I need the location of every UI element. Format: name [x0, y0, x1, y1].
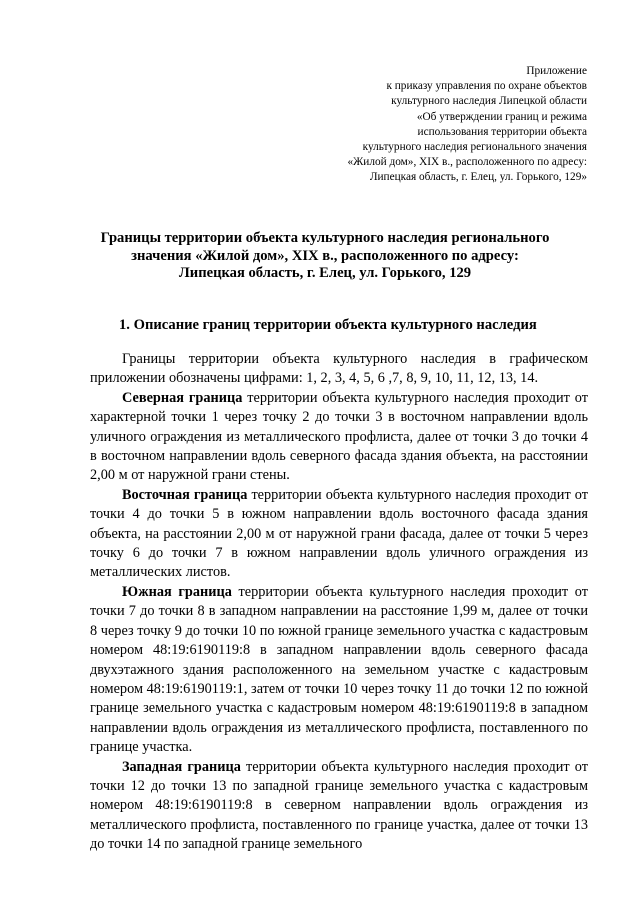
appendix-line: «Жилой дом», XIX в., расположенного по адресу: [347, 156, 587, 169]
appendix-block [267, 64, 587, 186]
appendix-line: к приказу управления по охране объектов [386, 80, 587, 93]
title-line: Липецкая область, г. Елец, ул. Горького, 129 [178, 265, 472, 281]
appendix-line: «Об утверждении границ и режима [416, 110, 587, 123]
section-heading: 1. Описание границ территории объекта культурного наследия [119, 317, 537, 333]
appendix-line: использования территории объекта [417, 125, 587, 138]
paragraph-text: территории объекта культурного наследия проходит от точки 4 до точки 5 в южном направлении вдоль восточного фасада здания объекта, на расстоянии 2,00 м от наружной грани фасада, далее от точки 5 через точку 6 до точки 7 в южном направлении вдоль уличного ограждения из металлических листов. [90, 486, 588, 581]
paragraph-intro [90, 350, 588, 389]
paragraph-text: территории объекта культурного наследия проходит от характерной точки 1 через точку 2 до точки 3 в восточном направлении вдоль уличного ограждения из металлического профлиста, далее от точки 3 до точки 4 в восточном направлении вдоль северного фасада здания объекта, на расстоянии 2,00 м от наружной грани стены. [90, 389, 589, 484]
title-line: Границы территории объекта культурного наследия регионального [100, 230, 550, 246]
south-boundary-label: Южная граница [122, 583, 232, 600]
paragraph-south-boundary [90, 583, 588, 758]
document-title [60, 230, 590, 283]
appendix-line: Приложение [526, 65, 587, 77]
section-body [90, 350, 588, 855]
appendix-line: Липецкая область, г. Елец, ул. Горького, 129» [369, 171, 587, 184]
west-boundary-label: Западная граница [122, 758, 241, 775]
north-boundary-label: Северная граница [122, 389, 243, 406]
paragraph-east-boundary [90, 486, 588, 583]
title-line: значения «Жилой дом», XIX в., расположенного по адресу: [131, 247, 519, 264]
paragraph-text: Границы территории объекта культурного наследия в графическом приложении обозначены цифрами: 1, 2, 3, 4, 5, 6 ,7, 8, 9, 10, 11, 12, 13, 14. [90, 351, 588, 387]
appendix-line: культурного наследия Липецкой области [391, 95, 587, 108]
paragraph-west-boundary [90, 758, 588, 855]
paragraph-text: территории объекта культурного наследия проходит от точки 12 до точки 13 по западной границе земельного участка с кадастровым номером 48:19:6190119:8 в северном направлении вдоль ограждения из металлического профлиста, поставленного по границе участка, далее от точки 13 до точки 14 по западной границе земельного [90, 758, 588, 853]
paragraph-north-boundary [90, 389, 588, 486]
east-boundary-label: Восточная граница [122, 486, 248, 503]
paragraph-text: территории объекта культурного наследия проходит от точки 7 до точки 8 в западном направлении на расстояние 1,99 м, далее от точки 8 через точку 9 до точки 10 по южной границе земельного участка с кадастровым номером 48:19:6190119:8 в западном направлении вдоль северного фасада двухэтажного здания расположенного на земельном участке с кадастровым номером 48:19:6190119:1, затем от точки 10 через точку 11 до точки 12 по южной границе земельного участка с кадастровым номером 48:19:6190119:8 в западном направлении вдоль ограждения из металлического профлиста, поставленного по границе участка. [90, 583, 588, 756]
appendix-line: культурного наследия регионального значения [362, 141, 587, 154]
